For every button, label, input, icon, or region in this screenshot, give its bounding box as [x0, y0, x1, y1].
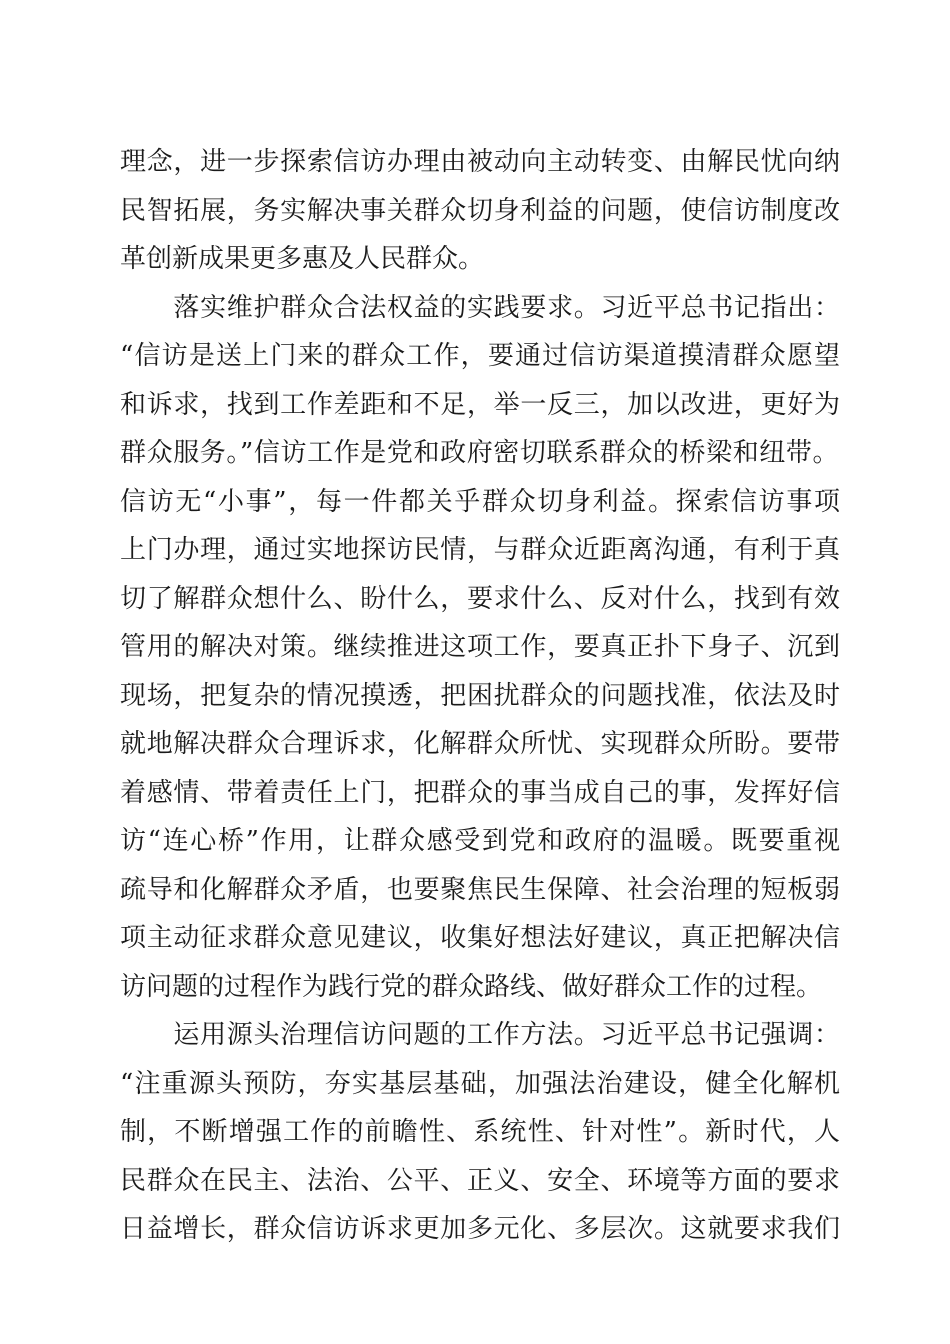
text-line: 运用源头治理信访问题的工作方法。习近平总书记强调：: [120, 1020, 840, 1050]
text-line: “信访是送上门来的群众工作，要通过信访渠道摸清群众愿望: [120, 341, 840, 371]
text-line: 落实维护群众合法权益的实践要求。习近平总书记指出：: [120, 292, 840, 323]
text-line: 民群众在民主、法治、公平、正义、安全、环境等方面的要求: [120, 1165, 840, 1196]
text-line: 信访无“小事”，每一件都关乎群众切身利益。探索信访事项: [120, 486, 840, 517]
text-line: 革创新成果更多惠及人民群众。: [120, 244, 485, 274]
text-line: 日益增长，群众信访诉求更加多元化、多层次。这就要求我们: [120, 1214, 840, 1244]
text-line: 理念，进一步探索信访办理由被动向主动转变、由解民忧向纳: [120, 147, 840, 177]
text-line: 切了解群众想什么、盼什么，要求什么、反对什么，找到有效: [120, 583, 840, 614]
text-line: 访“连心桥”作用，让群众感受到党和政府的温暖。既要重视: [120, 826, 840, 856]
text-line: 群众服务。”信访工作是党和政府密切联系群众的桥梁和纽带。: [120, 438, 840, 468]
text-line: 疏导和化解群众矛盾，也要聚焦民生保障、社会治理的短板弱: [120, 874, 840, 905]
body-text: [120, 138, 840, 1254]
text-line: 和诉求，找到工作差距和不足，举一反三，加以改进，更好为: [120, 389, 840, 420]
text-line: 就地解决群众合理诉求，化解群众所忧、实现群众所盼。要带: [120, 729, 840, 759]
text-line: 访问题的过程作为践行党的群众路线、做好群众工作的过程。: [120, 971, 823, 1002]
text-line: 着感情、带着责任上门，把群众的事当成自己的事，发挥好信: [120, 777, 840, 808]
text-line: 现场，把复杂的情况摸透，把困扰群众的问题找准，依法及时: [120, 680, 840, 711]
text-line: 制，不断增强工作的前瞻性、系统性、针对性”。新时代，人: [120, 1117, 840, 1147]
text-line: 上门办理，通过实地探访民情，与群众近距离沟通，有利于真: [120, 535, 840, 565]
text-line: “注重源头预防，夯实基层基础，加强法治建设，健全化解机: [120, 1068, 840, 1099]
text-line: 项主动征求群众意见建议，收集好想法好建议，真正把解决信: [120, 923, 840, 953]
text-line: 管用的解决对策。继续推进这项工作，要真正扑下身子、沉到: [120, 632, 840, 662]
text-line: 民智拓展，务实解决事关群众切身利益的问题，使信访制度改: [120, 195, 840, 226]
